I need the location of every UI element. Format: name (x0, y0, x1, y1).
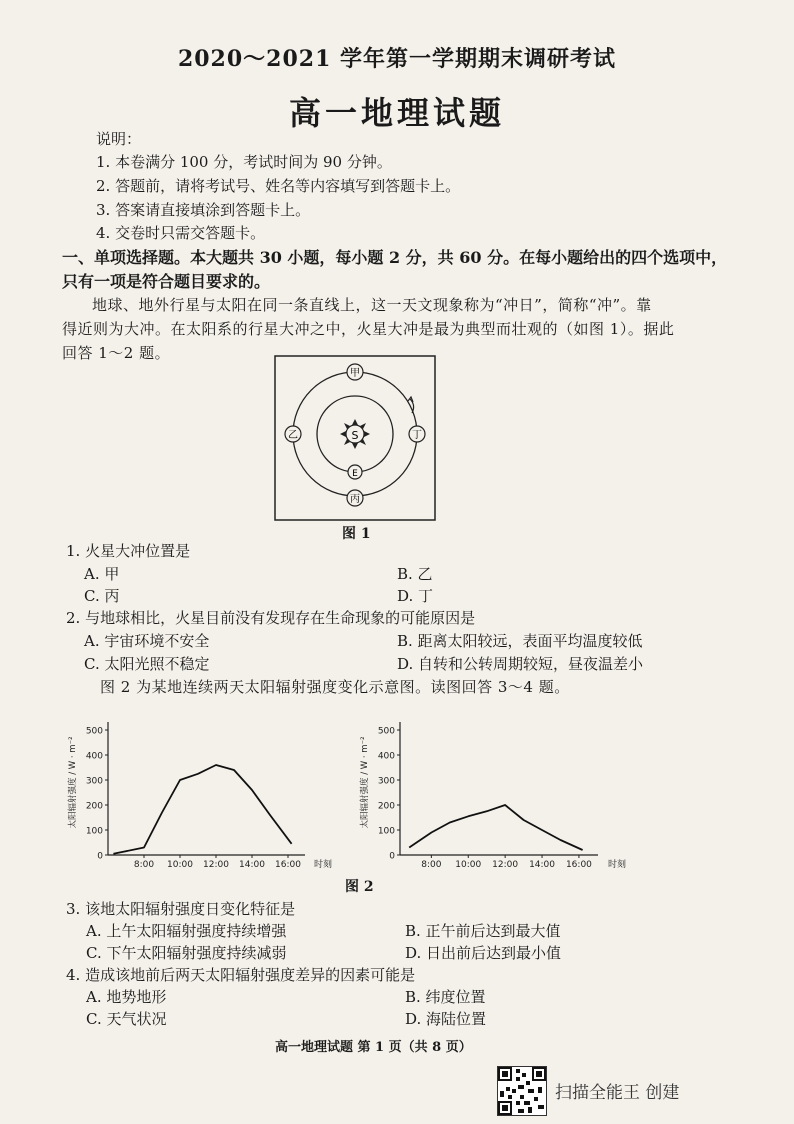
position-top-label: 甲 (350, 368, 360, 379)
chart-day1 (62, 700, 332, 870)
qr-module (516, 1069, 520, 1073)
x-tick-label: 8:00 (421, 860, 442, 870)
y-tick-label: 100 (85, 826, 103, 837)
q3-option-c: C. 下午太阳辐射强度持续减弱 (86, 944, 287, 962)
sun-icon (340, 419, 370, 449)
y-axis-label: 太阳辐射强度 / W · m⁻² (360, 736, 370, 829)
x-tick-label: 8:00 (133, 860, 155, 870)
earth-marker (348, 465, 362, 479)
earth-label: E (352, 469, 358, 479)
q4-option-b: B. 纬度位置 (405, 988, 486, 1006)
x-axis-label: 时刻 (608, 860, 627, 870)
q4-option-d: D. 海陆位置 (405, 1010, 487, 1028)
qr-code-icon (497, 1066, 547, 1116)
instruction-item: 1. 本卷满分 100 分，考试时间为 90 分钟。 (96, 153, 392, 171)
qr-module (506, 1087, 510, 1091)
q2-option-c: C. 太阳光照不稳定 (84, 655, 210, 673)
x-tick-label: 16:00 (565, 860, 592, 870)
qr-module (538, 1105, 544, 1109)
y-tick-label: 0 (97, 851, 103, 862)
y-tick-label: 200 (377, 801, 395, 812)
series-line (113, 765, 291, 854)
y-axis-label: 太阳辐射强度 / W · m⁻² (68, 736, 78, 829)
qr-module (512, 1089, 516, 1093)
page-footer: 高一地理试题 第 1 页（共 8 页） (275, 1040, 472, 1055)
x-tick-label: 10:00 (455, 860, 482, 870)
exam-subtitle: 高一地理试题 (288, 94, 505, 132)
y-tick-label: 500 (377, 726, 395, 737)
q1-option-a: A. 甲 (84, 565, 120, 583)
instructions-heading: 说明： (96, 130, 142, 148)
qr-module (528, 1107, 532, 1113)
chart-day2 (350, 700, 640, 870)
section-heading: 一、单项选择题。本大题共 30 小题，每小题 2 分，共 60 分。在每小题给出的四个选项中， (62, 248, 728, 267)
instruction-item: 2. 答题前，请将考试号、姓名等内容填写到答题卡上。 (96, 177, 461, 195)
q4-option-a: A. 地势地形 (86, 988, 167, 1006)
qr-module (518, 1109, 524, 1113)
qr-module (534, 1097, 538, 1101)
qr-module (508, 1095, 512, 1099)
q2-option-a: A. 宇宙环境不安全 (84, 632, 210, 650)
position-left-marker (285, 426, 301, 442)
question-2-stem: 2. 与地球相比，火星目前没有发现存在生命现象的可能原因是 (66, 609, 476, 627)
position-bottom-label: 丙 (350, 494, 360, 505)
x-tick-label: 10:00 (167, 860, 193, 870)
qr-module (522, 1073, 526, 1077)
instruction-item: 4. 交卷时只需交答题卡。 (96, 224, 266, 242)
q1-option-c: C. 丙 (84, 587, 120, 605)
qr-module (526, 1081, 530, 1085)
x-tick-label: 14:00 (239, 860, 265, 870)
question-3-stem: 3. 该地太阳辐射强度日变化特征是 (66, 900, 296, 918)
y-tick-label: 400 (377, 751, 395, 762)
q1-option-d: D. 丁 (397, 587, 434, 605)
passage-2: 图 2 为某地连续两天太阳辐射强度变化示意图。读图回答 3～4 题。 (100, 678, 570, 696)
q4-option-c: C. 天气状况 (86, 1010, 167, 1028)
position-bottom-marker (347, 490, 363, 506)
figure1-orbit-diagram (274, 355, 436, 521)
figure1-caption: 图 1 (342, 526, 371, 542)
x-tick-label: 12:00 (203, 860, 229, 870)
position-left-label: 乙 (288, 430, 298, 441)
q3-option-a: A. 上午太阳辐射强度持续增强 (86, 922, 287, 940)
question-1-stem: 1. 火星大冲位置是 (66, 542, 191, 560)
qr-module (528, 1089, 534, 1093)
instruction-item: 3. 答案请直接填涂到答题卡上。 (96, 201, 311, 219)
y-tick-label: 400 (85, 751, 103, 762)
position-top-marker (347, 364, 363, 380)
q2-option-d: D. 自转和公转周期较短，昼夜温差小 (397, 655, 644, 673)
qr-module (516, 1101, 520, 1105)
qr-module (516, 1077, 520, 1081)
x-tick-label: 16:00 (275, 860, 301, 870)
qr-module (502, 1105, 508, 1111)
x-axis-label: 时刻 (314, 860, 332, 870)
exam-title: 2020～2021 学年第一学期期末调研考试 (177, 46, 617, 72)
y-tick-label: 0 (389, 851, 395, 862)
y-tick-label: 300 (85, 776, 103, 787)
y-tick-label: 100 (377, 826, 395, 837)
figure2-caption: 图 2 (345, 879, 374, 895)
q3-option-d: D. 日出前后达到最小值 (405, 944, 562, 962)
x-tick-label: 14:00 (529, 860, 556, 870)
qr-module (518, 1085, 524, 1089)
x-tick-label: 12:00 (492, 860, 519, 870)
position-right-marker (409, 426, 425, 442)
qr-module (536, 1071, 542, 1077)
y-tick-label: 200 (85, 801, 103, 812)
section-heading-cont: 只有一项是符合题目要求的。 (62, 272, 271, 291)
series-line (409, 805, 582, 850)
y-tick-label: 500 (85, 726, 103, 737)
y-tick-label: 300 (377, 776, 395, 787)
qr-module (520, 1095, 524, 1099)
passage-line: 得近则为大冲。在太阳系的行星大冲之中，火星大冲是最为典型而壮观的（如图 1）。据此 (62, 320, 675, 338)
passage-line: 回答 1～2 题。 (62, 344, 171, 362)
sun-label: S (351, 429, 359, 442)
qr-module (524, 1101, 530, 1105)
qr-module (538, 1087, 542, 1093)
q3-option-b: B. 正午前后达到最大值 (405, 922, 561, 940)
position-right-label: 丁 (412, 430, 422, 441)
passage-line: 地球、地外行星与太阳在同一条直线上，这一天文现象称为“冲日”，简称“冲”。靠 (92, 296, 652, 314)
qr-module (500, 1091, 504, 1097)
qr-module (502, 1071, 508, 1077)
q1-option-b: B. 乙 (397, 565, 433, 583)
question-4-stem: 4. 造成该地前后两天太阳辐射强度差异的因素可能是 (66, 966, 416, 984)
q2-option-b: B. 距离太阳较远，表面平均温度较低 (397, 632, 643, 650)
scanner-watermark: 扫描全能王 创建 (555, 1083, 680, 1103)
